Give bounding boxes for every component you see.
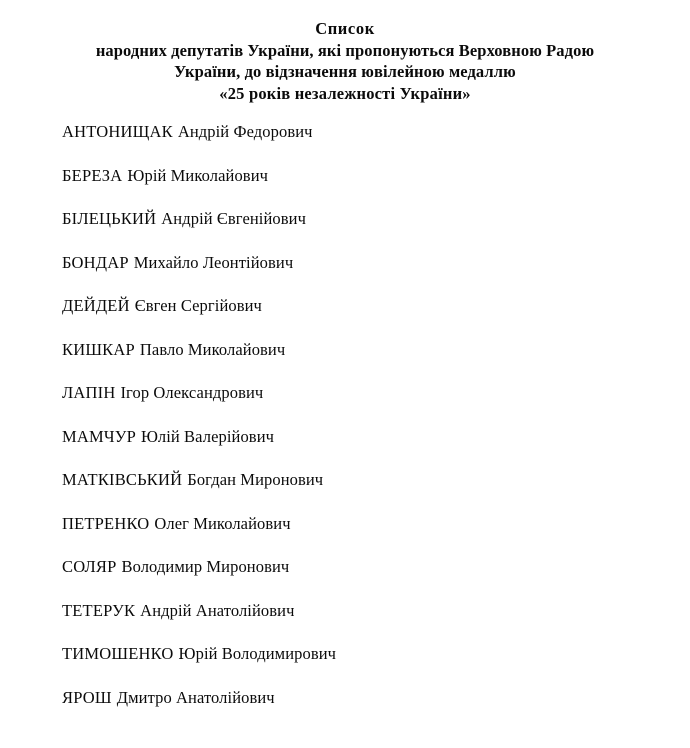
title-line-1: Список bbox=[315, 19, 375, 38]
deputy-given-name: Богдан Миронович bbox=[187, 470, 324, 490]
deputy-surname: КИШКАР bbox=[62, 339, 135, 359]
deputy-given-name: Андрій Євгенійович bbox=[161, 209, 306, 229]
deputy-surname: БЕРЕЗА bbox=[62, 165, 123, 185]
deputy-surname: ТЕТЕРУК bbox=[62, 600, 136, 620]
deputy-given-name: Дмитро Анатолійович bbox=[116, 687, 275, 707]
list-item bbox=[40, 110, 650, 154]
list-item bbox=[40, 458, 650, 502]
list-item bbox=[40, 545, 650, 589]
deputy-given-name: Павло Миколайович bbox=[139, 339, 286, 359]
title-line-3: України, до відзначення ювілейною медаллю bbox=[174, 62, 516, 81]
deputy-surname: АНТОНИЩАК bbox=[62, 122, 173, 142]
list-item bbox=[40, 284, 650, 328]
deputy-given-name: Ігор Олександрович bbox=[120, 383, 264, 403]
deputy-surname: БІЛЕЦЬКИЙ bbox=[62, 209, 157, 229]
list-item bbox=[40, 241, 650, 285]
deputy-given-name: Юлій Валерійович bbox=[141, 426, 275, 446]
deputy-surname: БОНДАР bbox=[62, 252, 129, 272]
deputy-surname: МАМЧУР bbox=[62, 426, 137, 446]
list-item bbox=[40, 371, 650, 415]
deputy-given-name: Володимир Миронович bbox=[121, 557, 290, 577]
deputy-surname: МАТКІВСЬКИЙ bbox=[62, 470, 183, 490]
list-item bbox=[40, 676, 650, 720]
deputy-surname: ТИМОШЕНКО bbox=[62, 644, 174, 664]
list-item bbox=[40, 154, 650, 198]
title-line-4: «25 років незалежності України» bbox=[219, 83, 471, 103]
list-item bbox=[40, 328, 650, 372]
list-item bbox=[40, 589, 650, 633]
deputy-given-name: Юрій Володимирович bbox=[178, 644, 337, 664]
list-item bbox=[40, 197, 650, 241]
deputy-surname: ЯРОШ bbox=[62, 687, 112, 707]
deputies-name-list bbox=[40, 110, 650, 719]
deputy-surname: ПЕТРЕНКО bbox=[62, 513, 150, 533]
deputy-surname: ЛАПІН bbox=[62, 383, 116, 403]
deputy-given-name: Євген Сергійович bbox=[134, 296, 262, 316]
list-item bbox=[40, 632, 650, 676]
deputy-surname: СОЛЯР bbox=[62, 557, 117, 577]
page-title bbox=[40, 18, 650, 104]
list-item bbox=[40, 415, 650, 459]
list-item bbox=[40, 502, 650, 546]
deputy-surname: ДЕЙДЕЙ bbox=[62, 296, 130, 316]
deputy-given-name: Андрій Федорович bbox=[177, 122, 313, 142]
deputy-given-name: Михайло Леонтійович bbox=[133, 252, 294, 272]
deputy-given-name: Андрій Анатолійович bbox=[140, 600, 295, 620]
title-line-2: народних депутатів України, які пропонуються Верховною Радою bbox=[95, 40, 595, 60]
deputy-given-name: Олег Миколайович bbox=[154, 513, 291, 533]
deputy-given-name: Юрій Миколайович bbox=[127, 165, 269, 185]
